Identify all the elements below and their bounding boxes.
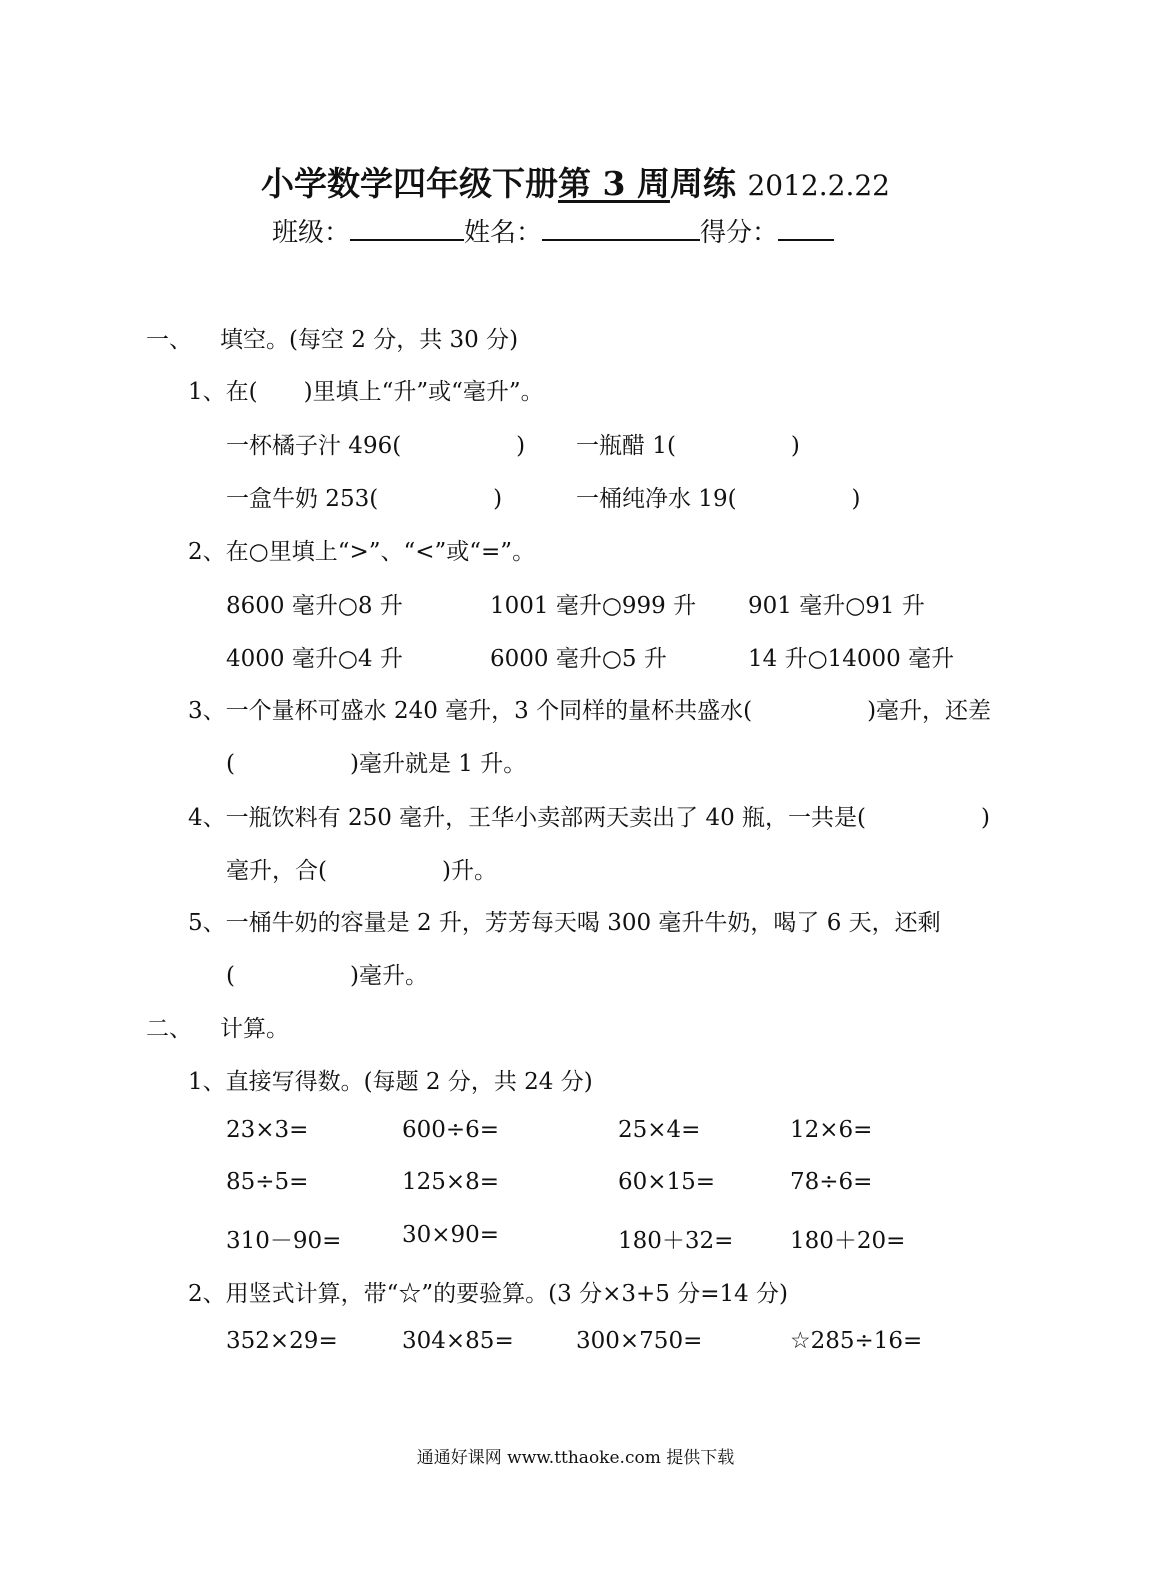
vertical-calc-item: 352×29= (226, 1328, 338, 1354)
q2-stem: 2、在○里填上“>”、“<”或“=”。 (188, 539, 536, 565)
q2-item: 8600 毫升○8 升 (226, 593, 403, 619)
calc2-stem: 2、用竖式计算，带“☆”的要验算。(3 分×3+5 分=14 分) (188, 1281, 789, 1307)
q4-line2: 毫升，合( )升。 (226, 858, 497, 884)
calc-item: 85÷5= (226, 1169, 309, 1195)
q5-line2: ( )毫升。 (226, 963, 428, 989)
score-label: 得分： (700, 218, 779, 248)
vertical-calc-item: ☆285÷16= (790, 1328, 923, 1354)
calc-item: 25×4= (618, 1117, 701, 1143)
q2-item: 901 毫升○91 升 (748, 593, 925, 619)
calc-item: 180＋32= (618, 1228, 734, 1254)
class-label: 班级： (272, 218, 351, 248)
calc-item: 310－90= (226, 1228, 342, 1254)
student-info-line (272, 212, 834, 249)
q1-stem: 1、在( )里填上“升”或“毫升”。 (188, 379, 544, 405)
name-blank[interactable] (542, 217, 700, 241)
section2-title: 计算。 (220, 1016, 289, 1042)
q2-item: 6000 毫升○5 升 (490, 646, 667, 672)
vertical-calc-item: 300×750= (576, 1328, 703, 1354)
q3-line1: 3、一个量杯可盛水 240 毫升，3 个同样的量杯共盛水( )毫升，还差 (188, 698, 992, 724)
q2-item: 4000 毫升○4 升 (226, 646, 403, 672)
score-blank[interactable] (778, 217, 834, 241)
q1-item: 一桶纯净水 19( ) (576, 486, 861, 512)
calc-item: 78÷6= (790, 1169, 873, 1195)
q1-item: 一盒牛奶 253( ) (226, 486, 503, 512)
q5-line1: 5、一桶牛奶的容量是 2 升，芳芳每天喝 300 毫升牛奶，喝了 6 天，还剩 (188, 910, 941, 936)
calc-item: 23×3= (226, 1117, 309, 1143)
vertical-calc-item: 304×85= (402, 1328, 514, 1354)
page-title (0, 158, 1151, 205)
q2-item: 1001 毫升○999 升 (490, 593, 697, 619)
calc-item: 125×8= (402, 1169, 500, 1195)
title-main: 小学数学四年级下册 (261, 164, 559, 203)
q4-line1: 4、一瓶饮料有 250 毫升，王华小卖部两天卖出了 40 瓶，一共是( ) (188, 805, 990, 831)
calc-item: 30×90= (402, 1222, 500, 1248)
section1-title: 填空。(每空 2 分，共 30 分) (220, 327, 519, 353)
calc1-stem: 1、直接写得数。(每题 2 分，共 24 分) (188, 1069, 593, 1095)
title-tail: 周练 (669, 164, 736, 203)
q3-line2: ( )毫升就是 1 升。 (226, 751, 527, 777)
name-label: 姓名： (464, 218, 543, 248)
q2-item: 14 升○14000 毫升 (748, 646, 955, 672)
calc-item: 180＋20= (790, 1228, 906, 1254)
section1-number: 一、 (146, 327, 192, 353)
q1-item: 一瓶醋 1( ) (576, 433, 800, 459)
class-blank[interactable] (350, 217, 464, 241)
section2-number: 二、 (146, 1016, 192, 1042)
calc-item: 600÷6= (402, 1117, 500, 1143)
calc-item: 12×6= (790, 1117, 873, 1143)
page-footer: 通通好课网 www.tthaoke.com 提供下载 (416, 1448, 735, 1468)
title-week: 第 3 周 (558, 164, 670, 203)
calc-item: 60×15= (618, 1169, 716, 1195)
q1-item: 一杯橘子汁 496( ) (226, 433, 526, 459)
title-date: 2012.2.22 (747, 169, 890, 202)
